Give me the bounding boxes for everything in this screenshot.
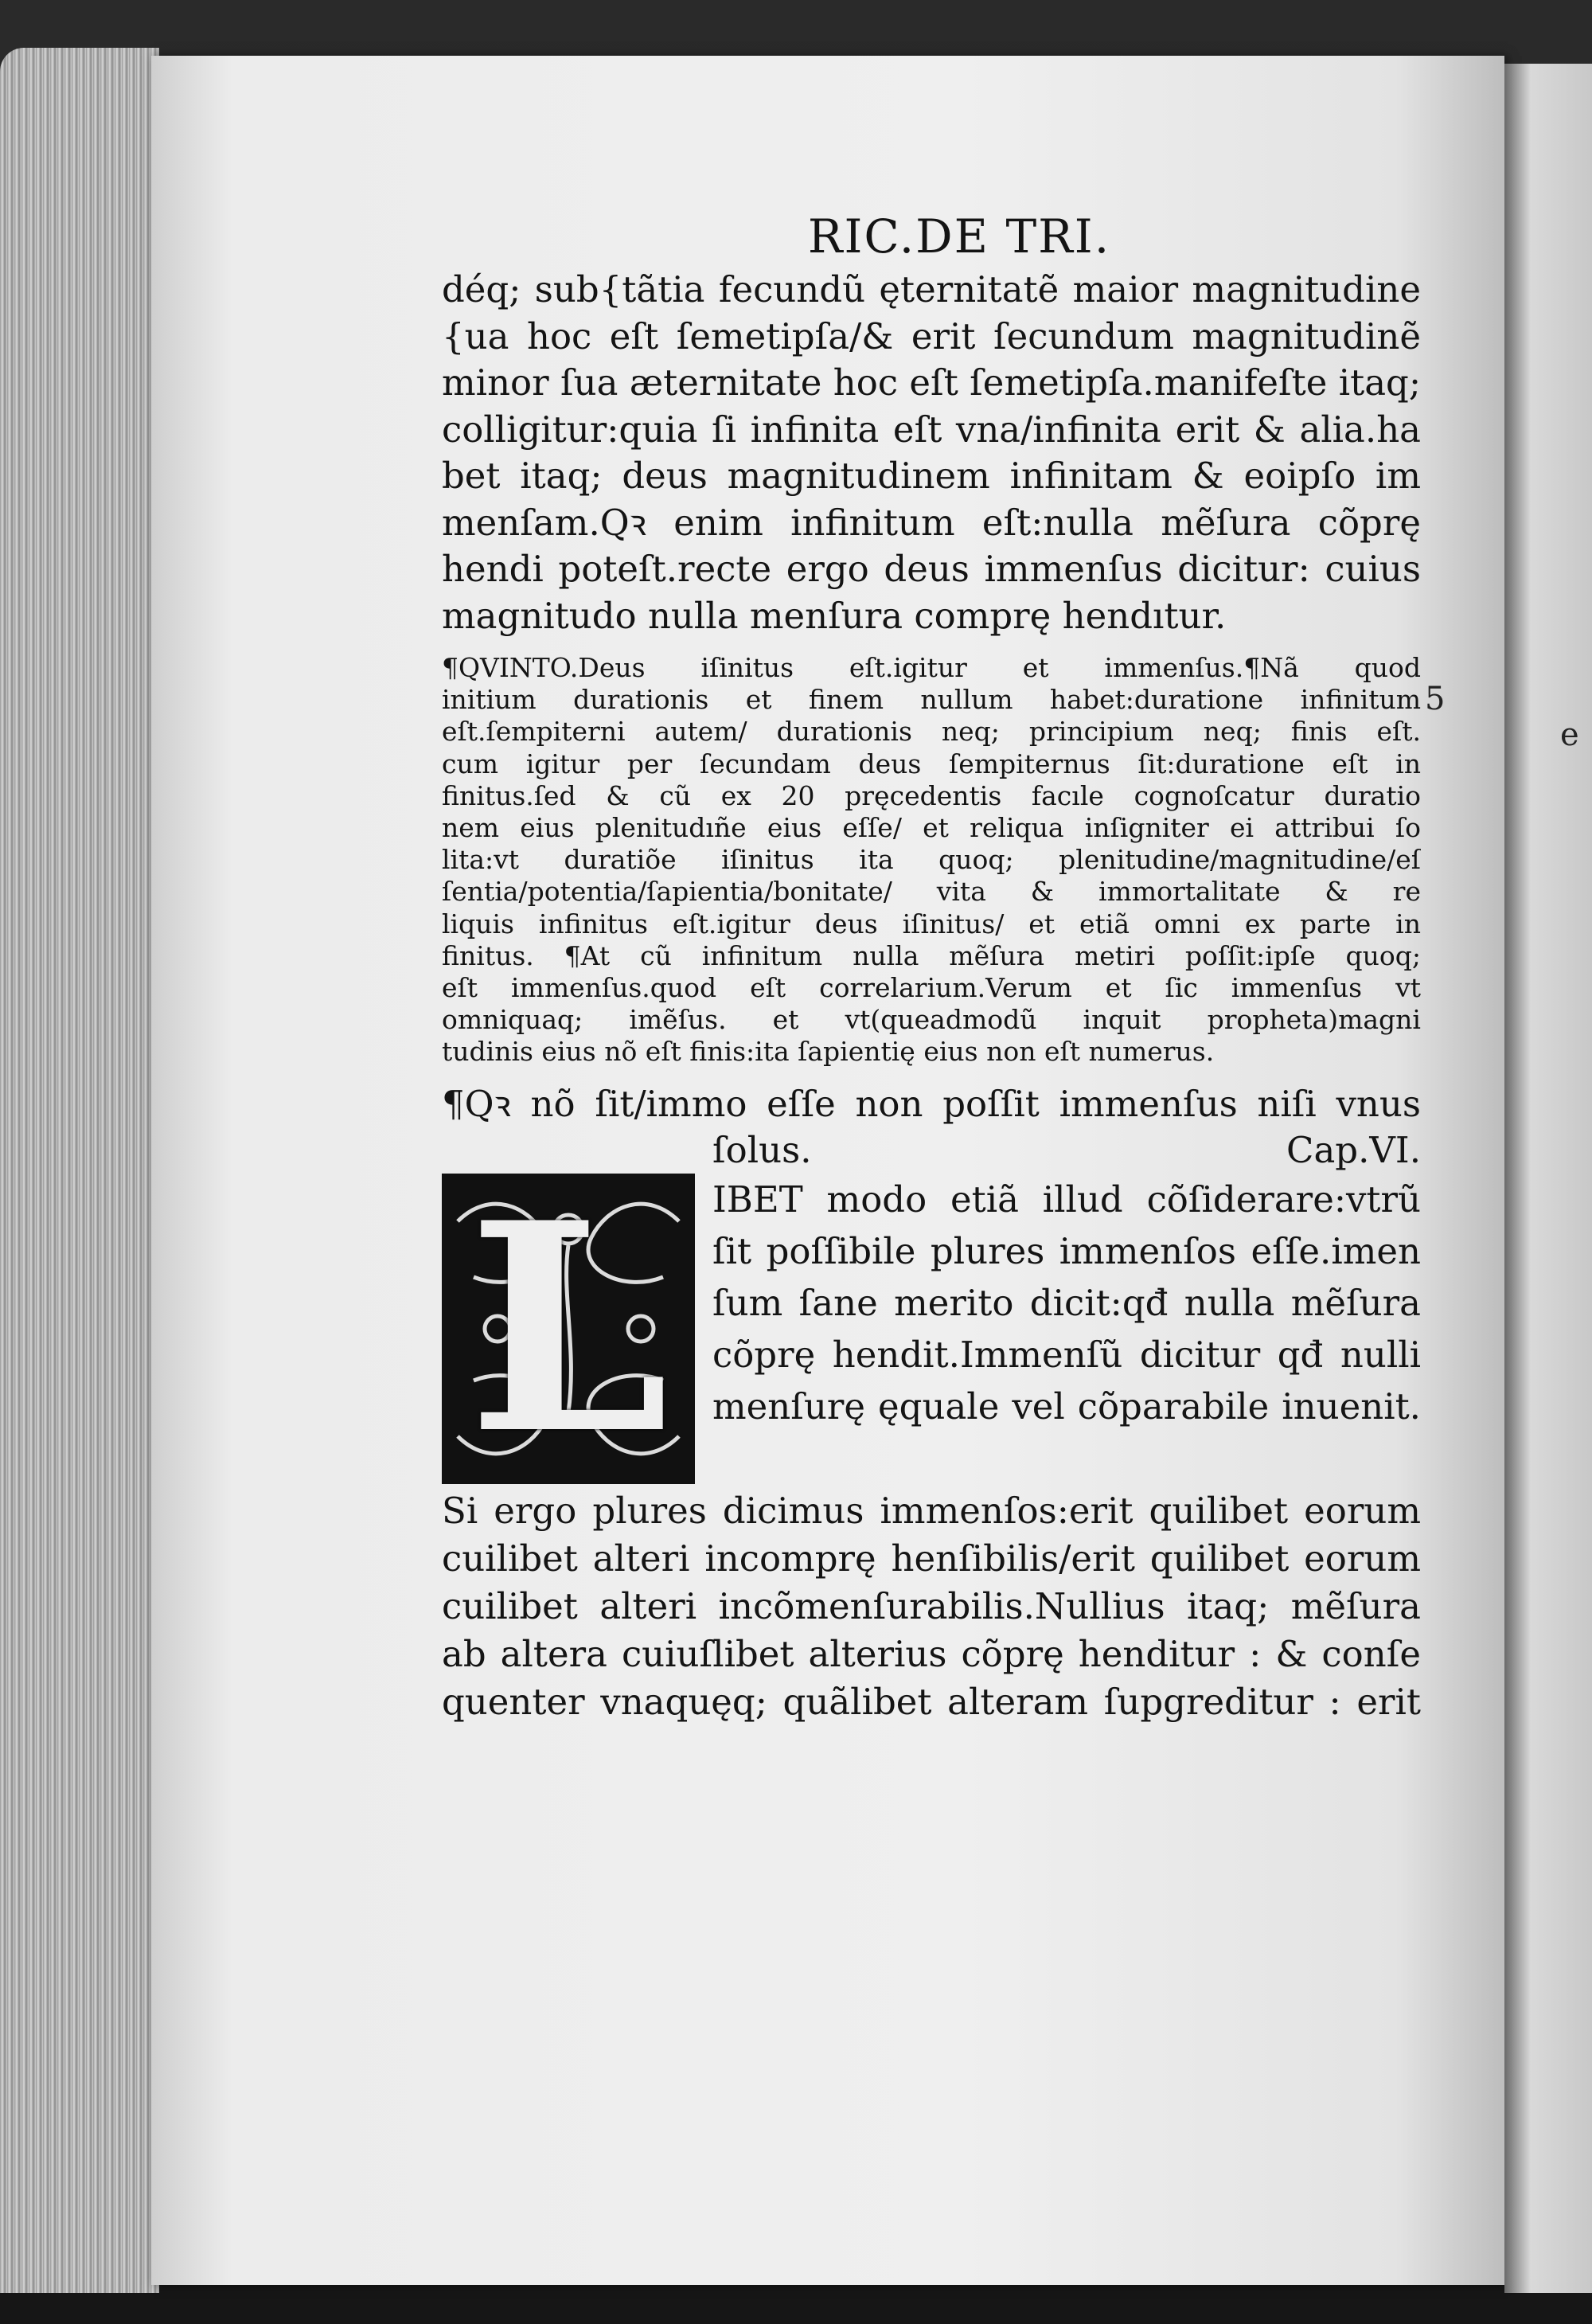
text-line: ſit poſſibile plures immenſos eſſe.imen bbox=[712, 1229, 1421, 1272]
text-line: menſam.Qꝛ enim infinitum eſt:nulla mẽſura cõprę bbox=[442, 501, 1421, 544]
chapter-number: Cap.VI. bbox=[1286, 1128, 1421, 1171]
text-line: ¶QVINTO.Deus iſinitus eſt.igitur et immenſus.¶Nã quod bbox=[442, 652, 1421, 683]
paragraph-continued bbox=[442, 267, 1421, 639]
text-line: menſurę ęquale vel cõparabile inuenit. bbox=[712, 1385, 1421, 1428]
quinto-paragraph bbox=[442, 652, 1421, 1068]
facing-page-fragment: e bbox=[1560, 717, 1579, 753]
text-line: cõprę hendit.Immenſũ dicitur qđ nulli bbox=[712, 1333, 1421, 1376]
text-line: Si ergo plures dicimus immenſos:erit quilibet eorum bbox=[442, 1489, 1421, 1532]
text-line: cuilibet alteri incomprę henſibilis/erit quilibet eorum bbox=[442, 1537, 1421, 1580]
facing-page-edge bbox=[1504, 64, 1592, 2293]
text-line: IBET modo etiã illud cõſiderare:vtrũ bbox=[712, 1178, 1421, 1221]
text-line: liquis infinitus eſt.igitur deus iſinitus/ et etiã omni ex parte in bbox=[442, 908, 1421, 939]
text-line: {ua hoc eſt ſemetipſa/& erit ſecundum magnitudinẽ bbox=[442, 314, 1421, 357]
text-line: eſt immenſus.quod eſt correlarium.Verum et ſic immenſus vt bbox=[442, 972, 1421, 1004]
text-line: tudinis eius nõ eſt finis:ita ſapientię eius non eſt numerus. bbox=[442, 1036, 1215, 1068]
book-page-edges bbox=[0, 48, 159, 2293]
text-after-initial bbox=[442, 1487, 1421, 1726]
text-line: initium durationis et finem nullum habet:duratione infinitum bbox=[442, 684, 1421, 716]
text-line: nem eius plenitudıñe eius eſſe/ et reliqua inſigniter ei attribui ſo bbox=[442, 812, 1421, 844]
initial-letter: L bbox=[467, 1173, 669, 1484]
text-line: lita:vt duratiõe iſinitus ita quoq; plenitudine/magnitudine/eſ bbox=[442, 844, 1421, 876]
text-line: eſt.ſempiterni autem/ durationis neq; principium neq; finis eſt. bbox=[442, 716, 1421, 748]
margin-numeral: 5 bbox=[1425, 681, 1446, 717]
text-line: minor ſua æternitate hoc eſt ſemetipſa.manifeſte itaq; bbox=[442, 361, 1421, 404]
text-line: colligitur:quia ſi infinita eſt vna/infinita erit & alia.ha bbox=[442, 408, 1421, 451]
text-line: omniquaq; imẽſus. et vt(queadmodũ inquit propheta)magni bbox=[442, 1004, 1421, 1036]
text-block bbox=[442, 211, 1421, 1726]
running-head: RIC.DE TRI. bbox=[807, 209, 1111, 264]
chapter-heading-solus: ſolus. bbox=[712, 1128, 812, 1171]
decorated-initial bbox=[442, 1174, 695, 1484]
chapter-heading-line: ¶Qꝛ nõ ſit/immo eſſe non poſſit immenſus niſi vnus bbox=[442, 1082, 1421, 1125]
text-line: bet itaq; deus magnitudinem infinitam & eoipſo im bbox=[442, 455, 1421, 497]
text-line: déq; sub{tãtia fecundũ ęternitatẽ maior magnitudine bbox=[442, 268, 1421, 311]
text-beside-initial bbox=[712, 1174, 1421, 1432]
text-line: cum igitur per ſecundam deus ſempiternus ſit:duratione eſt in bbox=[442, 748, 1421, 779]
text-line: quenter vnaquęq; quãlibet alteram ſupgreditur : erit bbox=[442, 1680, 1421, 1723]
text-line: ſum ſane merito dicit:qđ nulla mẽſura bbox=[712, 1281, 1421, 1324]
text-line: cuilibet alteri incõmenſurabilis.Nullius itaq; mẽſura bbox=[442, 1584, 1421, 1627]
text-line: finitus.ſed & cũ ex 20 pręcedentis facıle cognoſcatur duratio bbox=[442, 779, 1421, 811]
text-line: ſentia/potentia/ſapientia/bonitate/ vita & immortalitate & re bbox=[442, 876, 1421, 908]
text-line: finitus. ¶At cũ infinitum nulla mẽſura metiri poſſit:ipſe quoq; bbox=[442, 939, 1421, 971]
text-line: hendi poteſt.recte ergo deus immenſus dicitur: cuius bbox=[442, 548, 1421, 590]
initial-row bbox=[442, 1127, 1421, 1484]
text-line: magnitudo nulla menſura comprę hendıtur. bbox=[442, 594, 1227, 637]
text-line: ab altera cuiuſlibet alterius cõprę henditur : & conſe bbox=[442, 1632, 1421, 1675]
